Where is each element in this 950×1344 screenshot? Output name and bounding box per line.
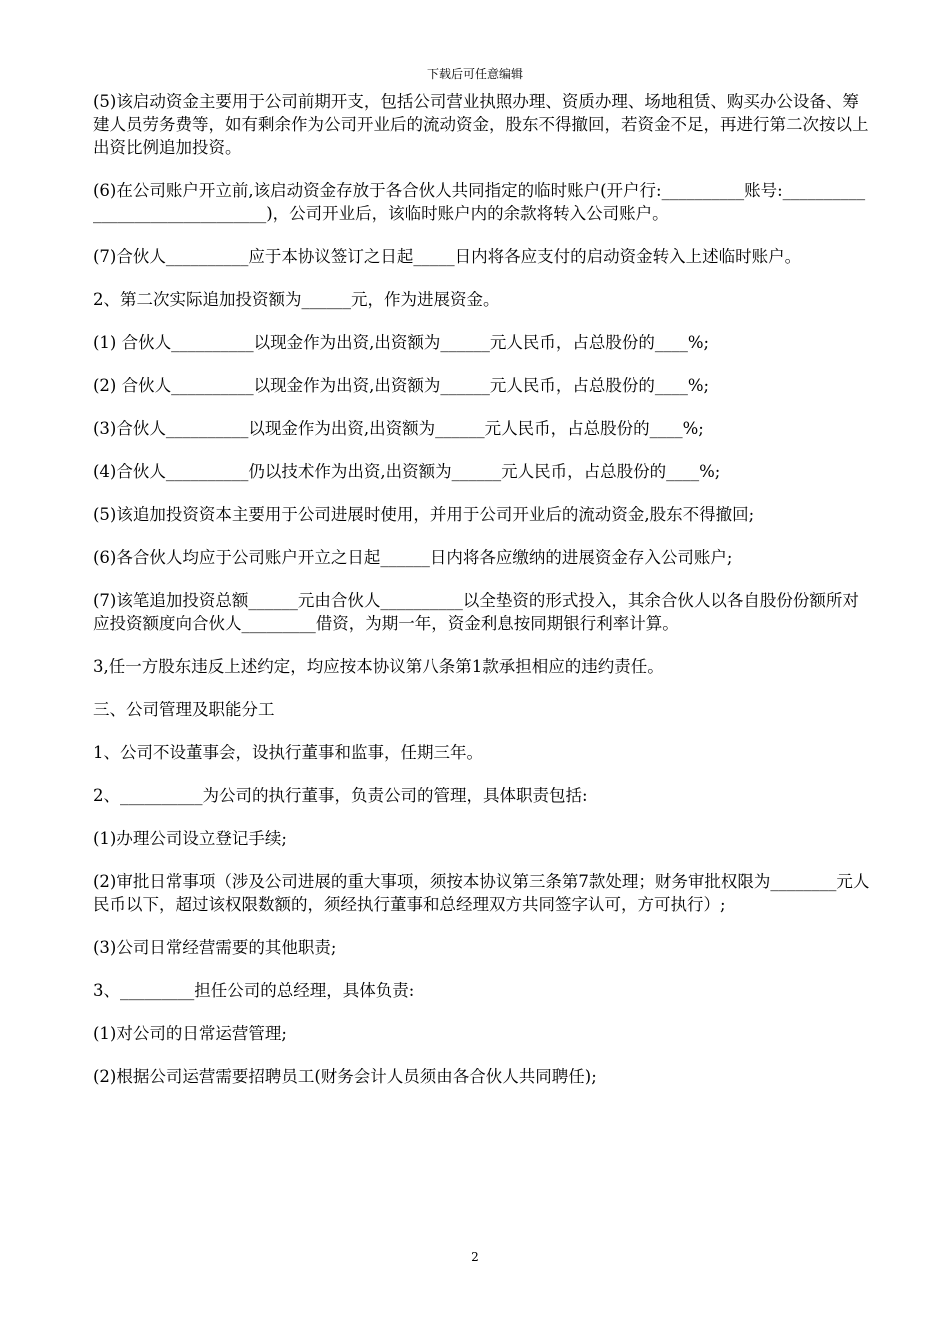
paragraph-second-investment: 2、第二次实际追加投资额为______元，作为进展资金。 <box>93 290 500 309</box>
paragraph-additional-usage: (5)该追加投资资本主要用于公司进展时使用，并用于公司开业后的流动资金,股东不得撤回; <box>93 505 755 524</box>
paragraph-daily-operation: (1)对公司的日常运营管理; <box>93 1024 287 1043</box>
paragraph-registration: (1)办理公司设立登记手续; <box>93 829 287 848</box>
paragraph-partner-2: (2) 合伙人__________以现金作为出资,出资额为______元人民币，占总股份的____%; <box>93 376 710 395</box>
paragraph-executive-director: 2、__________为公司的执行董事，负责公司的管理，具体职责包括: <box>93 786 588 805</box>
paragraph-partner-4: (4)合伙人__________仍以技术作为出资,出资额为______元人民币，占总股份的____%; <box>93 462 721 481</box>
page-header: 下载后可任意编辑 <box>426 67 523 81</box>
paragraph-breach: 3,任一方股东违反上述约定，均应按本协议第八条第1款承担相应的违约责任。 <box>93 657 664 676</box>
document-body <box>93 90 873 1108</box>
paragraph-startup-fund-usage: (5)该启动资金主要用于公司前期开支，包括公司营业执照办理、资质办理、场地租赁、购买办公设备、筹建人员劳务费等，如有剩余作为公司开业后的流动资金，股东不得撤回，若资金不足，再进行第二次按以上出资比例追加投资。 <box>93 92 869 157</box>
paragraph-no-board: 1、公司不设董事会，设执行董事和监事，任期三年。 <box>93 743 483 762</box>
paragraph-temp-account: (6)在公司账户开立前,该启动资金存放于各合伙人共同指定的临时账户(开户行:__________账号:_______________________________)，公司开业后，该临时账户内的余款将转入公司账户。 <box>93 181 866 223</box>
paragraph-transfer-deadline: (7)合伙人__________应于本协议签订之日起_____日内将各应支付的启动资金转入上述临时账户。 <box>93 247 802 266</box>
section-heading-management: 三、公司管理及职能分工 <box>93 700 275 719</box>
paragraph-other-duties: (3)公司日常经营需要的其他职责; <box>93 938 337 957</box>
paragraph-partner-1: (1) 合伙人__________以现金作为出资,出资额为______元人民币，占总股份的____%; <box>93 333 710 352</box>
paragraph-approval: (2)审批日常事项（涉及公司进展的重大事项，须按本协议第三条第7款处理；财务审批权限为________元人民币以下，超过该权限数额的，须经执行董事和总经理双方共同签字认可，方可执行）; <box>93 872 870 914</box>
paragraph-general-manager: 3、_________担任公司的总经理，具体负责: <box>93 981 415 1000</box>
paragraph-deposit-deadline: (6)各合伙人均应于公司账户开立之日起______日内将各应缴纳的进展资金存入公司账户; <box>93 548 733 567</box>
paragraph-loan-terms: (7)该笔追加投资总额______元由合伙人__________以全垫资的形式投入，其余合伙人以各自股份份额所对应投资额度向合伙人_________借资，为期一年，资金利息按同期银行利率计算。 <box>93 591 859 633</box>
page-number: 2 <box>471 1250 479 1264</box>
paragraph-hiring: (2)根据公司运营需要招聘员工(财务会计人员须由各合伙人共同聘任); <box>93 1067 597 1086</box>
paragraph-partner-3: (3)合伙人__________以现金作为出资,出资额为______元人民币，占总股份的____%; <box>93 419 704 438</box>
